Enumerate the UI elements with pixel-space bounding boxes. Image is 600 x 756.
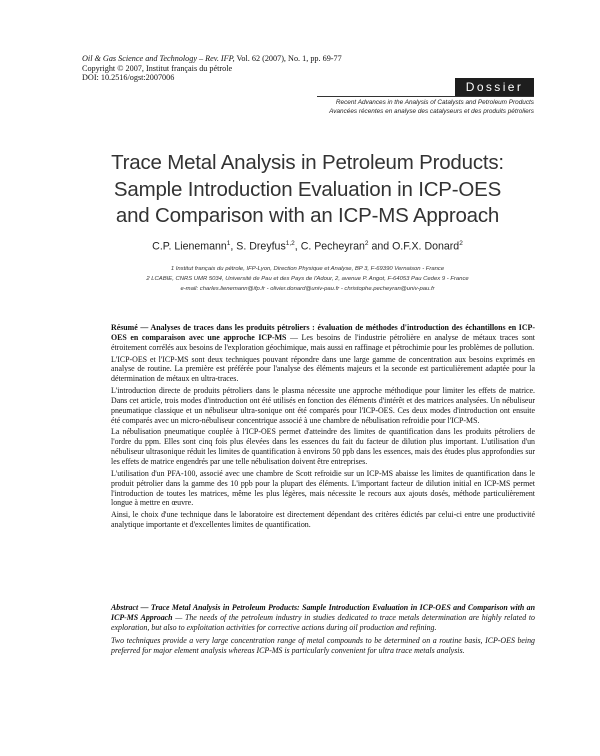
abstract-text: — The needs of the petroleum industry in studies dedicated to trace metals determination are highly related to exploration, but also to exploitation activities for corrective actions during oil production and refining.	[111, 613, 535, 633]
abstract-heading: Abstract — Trace Metal Analysis in Petroleum Products: Sample Introduction Evaluation in ICP-OES and Comparison with an ICP-MS Approach	[111, 603, 535, 623]
journal-citation	[82, 54, 342, 64]
author-3: C. Pecheyran	[300, 240, 365, 253]
author-1: C.P. Lienemann	[152, 240, 227, 253]
doi-line: DOI: 10.2516/ogst:2007006	[82, 73, 175, 83]
abstract-section	[111, 603, 535, 658]
author-separator: ,	[294, 240, 301, 253]
resume-heading: Résumé — Analyses de traces dans les produits pétroliers : évaluation de méthodes d'introduction des échantillons en ICP-OES en comparaison avec une approche ICP-MS	[111, 323, 535, 342]
affiliation-2: 2 LCABIE, CNRS UMR 5034, Université de Pau et des Pays de l'Adour, 2, avenue P. Angot, F-64053 Pau Cedex 9 - France	[146, 276, 469, 282]
resume-section	[111, 323, 535, 532]
resume-paragraph: L'utilisation d'un PFA-100, associé avec une chambre de Scott refroidie sur un ICP-MS abaisse les limites de quantification dans le produit pétrolier dans la gamme des 10 ppb pour la plupart des éléments. L'important facteur de dilution initial en ICP-MS permet l'introduction de toutes les matrices, même les plus légères, mais nécessite le recours aux ajouts dosés, méthode particulièrement longue à mettre en œuvre.	[111, 468, 535, 508]
journal-name: Oil & Gas Science and Technology – Rev. IFP,	[82, 54, 235, 63]
resume-paragraph	[111, 323, 535, 353]
author-3-affil: 2	[364, 240, 369, 247]
dossier-subtitle-fr: Avancées récentes en analyse des catalyseurs et des produits pétroliers	[329, 108, 534, 115]
affiliations	[82, 264, 533, 294]
resume-text: — Les besoins de l'industrie pétrolière en analyse de métaux traces sont étroitement corrélés aux besoins de l'exploration géochimique, mais aussi en raffinage et pétrochimie pour les problèmes de pollution.	[111, 332, 535, 352]
journal-issue: Vol. 62 (2007), No. 1, pp. 69-77	[234, 54, 342, 63]
author-2-affil: 1,2	[285, 240, 295, 247]
author-list	[82, 240, 533, 253]
abstract-paragraph: Two techniques provide a very large concentration range of metal compounds to be determined on a routine basis, ICP-OES being preferred for major element analysis whereas ICP-MS is particularly convenient for ultra trace metals analysis.	[111, 635, 535, 655]
dossier-subtitle	[329, 98, 534, 116]
author-separator: ,	[230, 240, 237, 253]
abstract-paragraph	[111, 603, 535, 634]
author-4-affil: 2	[459, 240, 463, 247]
author-4: O.F.X. Donard	[392, 240, 460, 253]
paper-title	[82, 150, 533, 230]
title-line-2: Sample Introduction Evaluation in ICP-OES	[113, 177, 502, 201]
journal-header	[82, 54, 342, 83]
dossier-divider	[317, 96, 534, 97]
resume-paragraph: Ainsi, le choix d'une technique dans le laboratoire est directement dépendant des critères édictés par celui-ci entre une productivité analytique importante et d'excellentes limites de quantification.	[111, 510, 535, 530]
dossier-badge: Dossier	[455, 78, 534, 96]
resume-paragraph: L'introduction directe de produits pétroliers dans le plasma nécessite une approche méthodique pour limiter les effets de matrice. Dans cet article, trois modes d'introduction ont été utilisés en fonction des éléments d'intérêt et des matrices analysées. Un nébuliseur pneumatique classique et un nébuliseur ultra-sonique ont été comparés pour l'ICP-OES. Ces deux modes d'introduction ont ensuite été comparés avec un micro-nébuliseur concentrique associé à une chambre de nébulisation refroidie pour l'ICP-MS.	[111, 386, 535, 425]
copyright-line: Copyright © 2007, Institut français du pétrole	[82, 63, 233, 73]
affiliation-1: 1 Institut français du pétrole, IFP-Lyon, Direction Physique et Analyse, BP 3, F-69390 Vernaison - France	[170, 266, 445, 272]
title-line-3: and Comparison with an ICP-MS Approach	[115, 204, 500, 227]
contact-emails: e-mail: charles.lienemann@ifp.fr - olivier.donard@univ-pau.fr - christophe.pecheyran@univ-pau.fr	[180, 286, 435, 292]
author-1-affil: 1	[226, 240, 231, 247]
author-separator: and	[368, 240, 393, 253]
author-2: S. Dreyfus	[236, 240, 286, 253]
title-line-1: Trace Metal Analysis in Petroleum Products:	[111, 151, 504, 174]
dossier-subtitle-en: Recent Advances in the Analysis of Catalysts and Petroleum Products	[335, 99, 534, 106]
resume-paragraph: La nébulisation pneumatique couplée à l'ICP-OES permet d'atteindre des limites de quantification dans les produits pétroliers de l'ordre du ppm. Elles sont cinq fois plus élevées dans les essences du fait du facteur de dilution plus important. L'utilisation d'un nébuliseur ultrasonique réduit les limites de quantification à environs 50 ppb dans les essences, mais des études plus approfondies sur les effets de matrice engendrés par une telle nébulisation doivent être entreprises.	[111, 427, 535, 466]
resume-paragraph: L'ICP-OES et l'ICP-MS sont deux techniques pouvant répondre dans une large gamme de concentration aux besoins exprimés en analyse de routine. La première est préférée pour l'analyse des éléments majeurs et la seconde est particulièrement adaptée pour la détermination de métaux en ultra-traces.	[111, 354, 535, 384]
